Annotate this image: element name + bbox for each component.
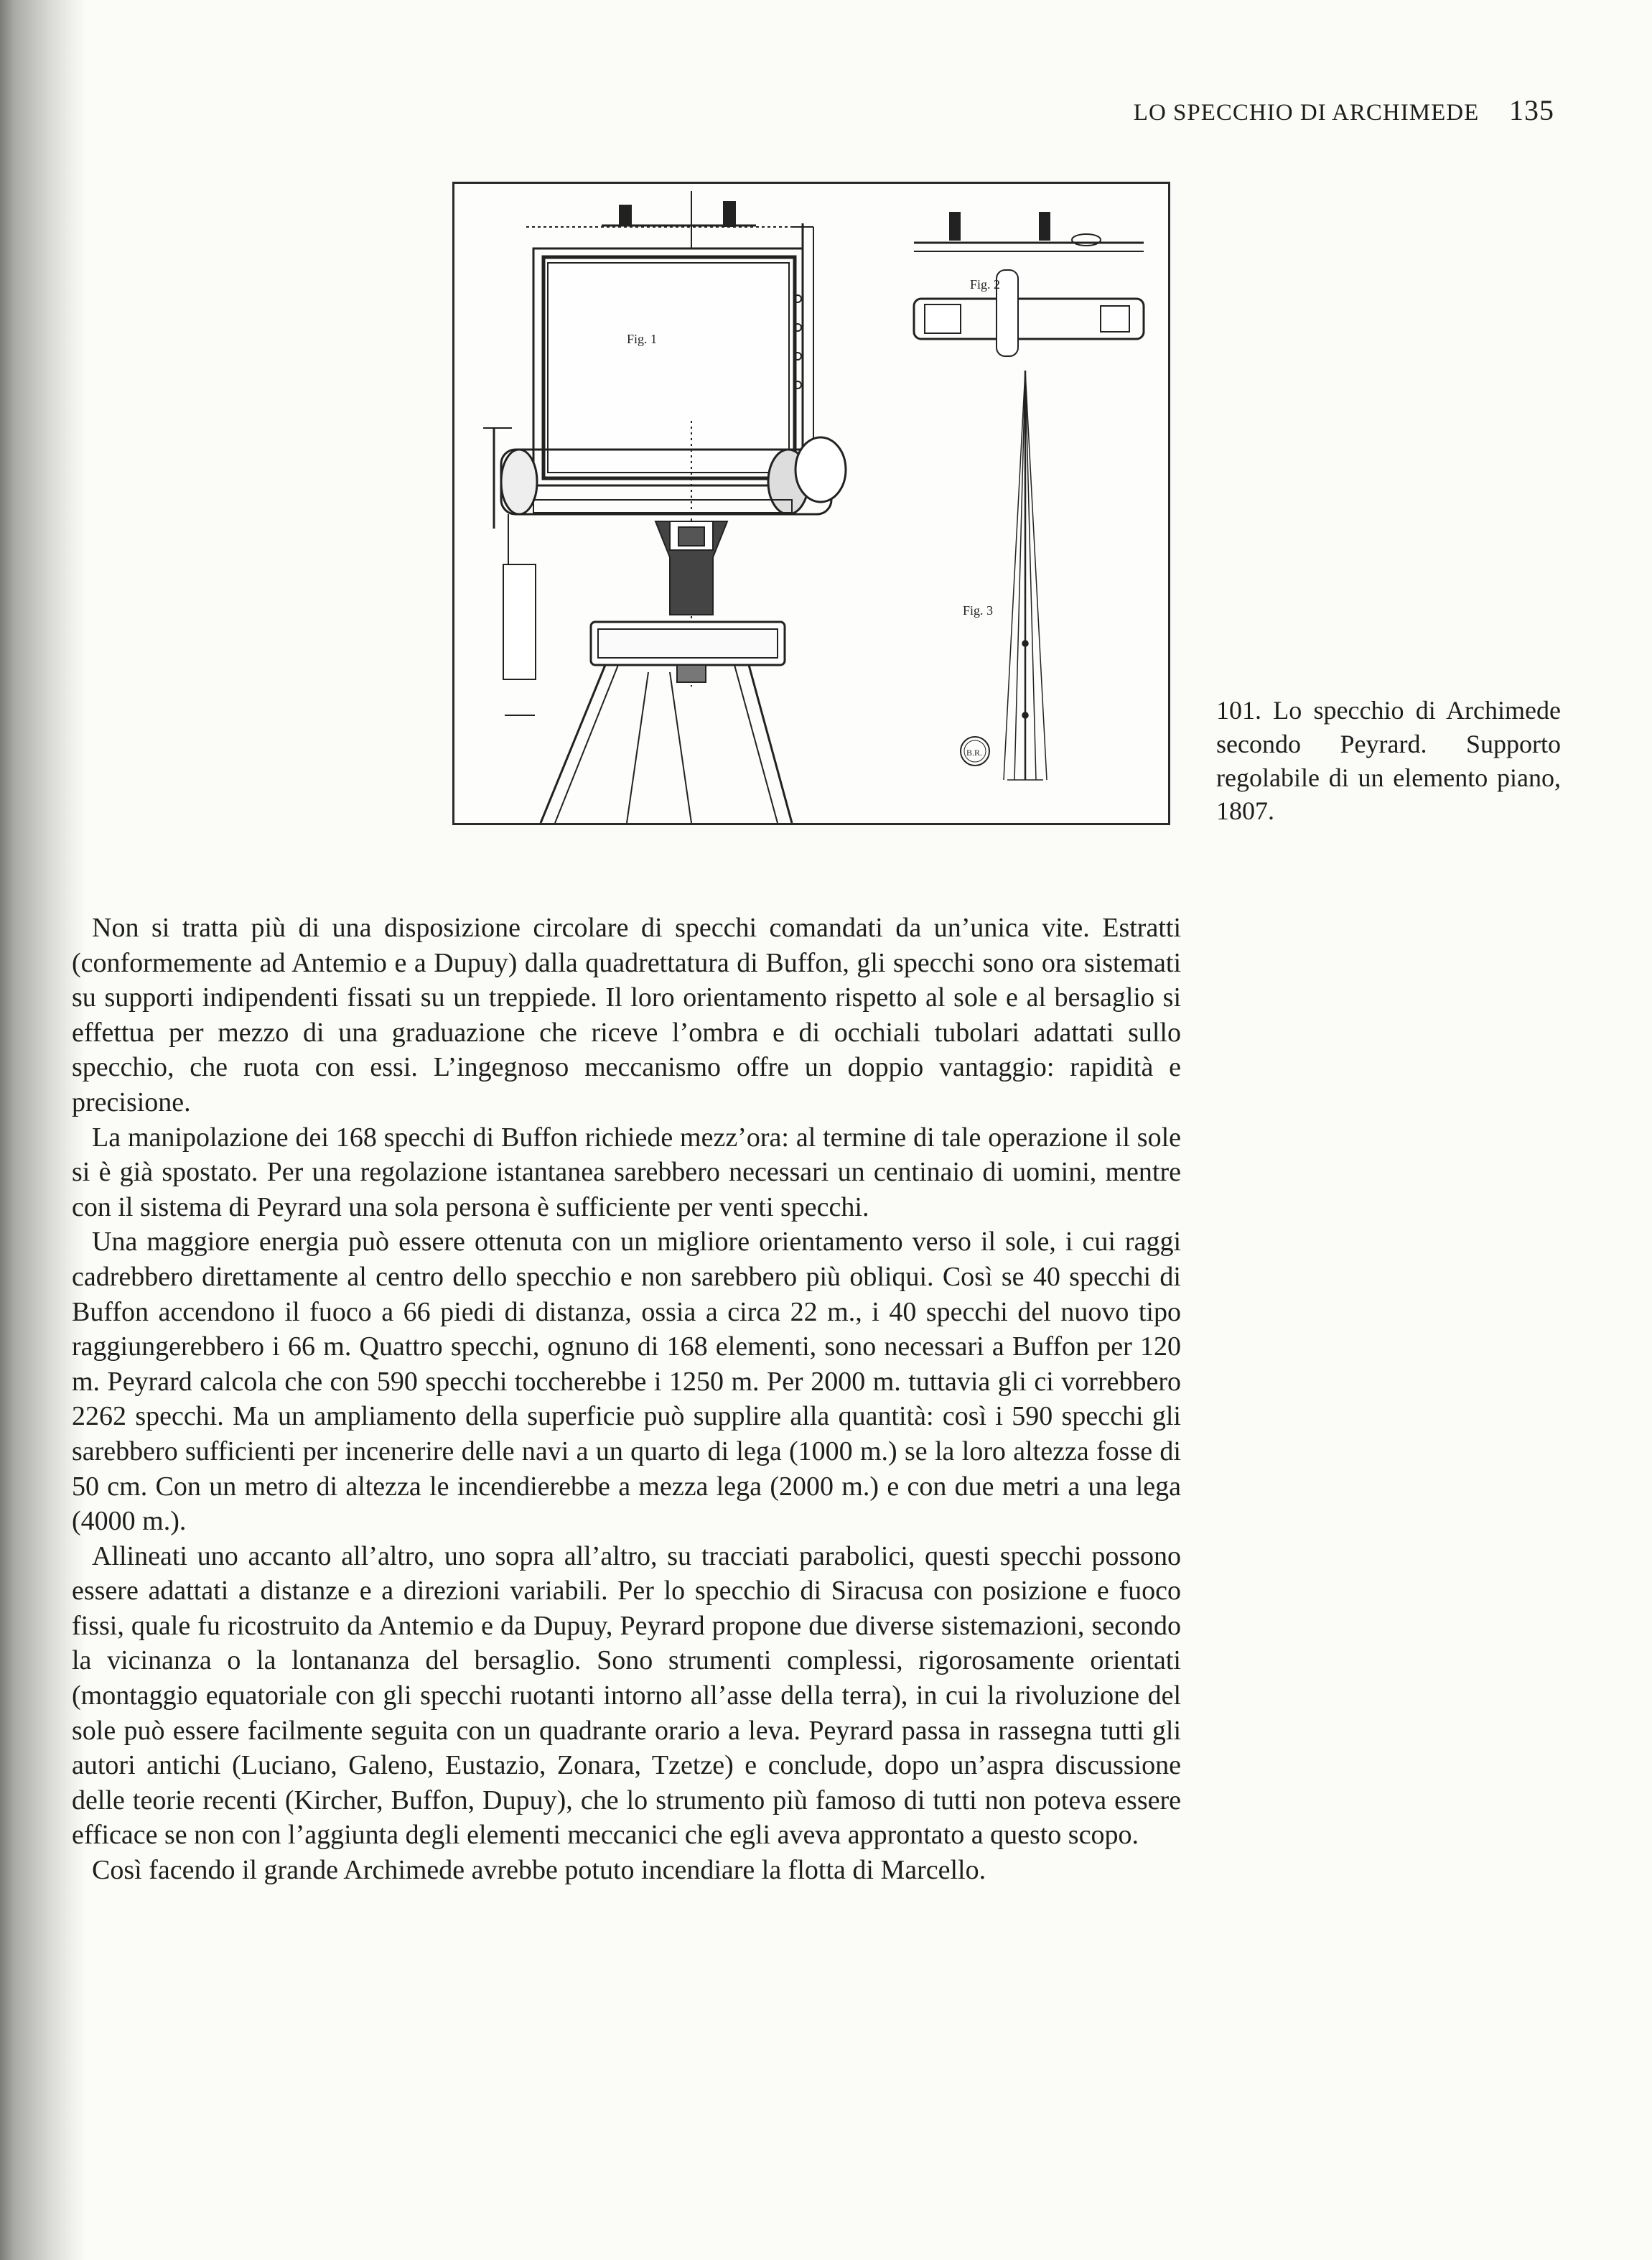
fig2-label: Fig. 2 [970, 277, 1001, 292]
figure-engraving [452, 182, 1170, 825]
engraving-drawing [454, 184, 1168, 823]
paragraph-1: Non si tratta più di una disposizione circolare di specchi comandati da un’unica vite. Estratti (conformemente ad Antemio e a Dupuy) dalla quadrettatura di Buffon, gli specchi sono ora sistemati su supporti indipendenti fissati su un treppiede. Il loro orientamento rispetto al sole e al bersaglio si effettua per mezzo di una graduazione che riceve l’ombra e di occhiali tubolari adattati sullo specchio, che ruota con essi. L’ingegnoso meccanismo offre un doppio vantaggio: rapidità e precisione. [72, 913, 1181, 1117]
paragraph-2: La manipolazione dei 168 specchi di Buffon richiede mezz’ora: al termine di tale operazione il sole si è già spostato. Per una regolazione istantanea sarebbero necessari un centinaio di uomini, mentre con il sistema di Peyrard una sola persona è sufficiente per venti specchi. [72, 1122, 1181, 1222]
paragraph-4: Allineati uno accanto all’altro, uno sopra all’altro, su tracciati parabolici, questi specchi possono essere adattati a distanze e a direzioni variabili. Per lo specchio di Siracusa con posizione e fuoco fissi, quale fu ricostruito da Antemio e da Dupuy, Peyrard propone due diverse sistemazioni, secondo la vicinanza o la lontananza del bersaglio. Sono strumenti complessi, rigorosamente orientati (montaggio equatoriale con gli specchi ruotanti intorno all’asse della terra), in cui la rivoluzione del sole può essere facilmente seguita con un quadrante orario a leva. Peyrard passa in rassegna tutti gli autori antichi (Luciano, Galeno, Eustazio, Zonara, Tzetze) e conclude, dopo un’aspra discussione delle teorie recenti (Kircher, Buffon, Dupuy), che lo strumento più famoso di tutti non poteva essere efficace se non con l’aggiunta degli elementi meccanici che egli aveva approntato a questo scopo. [72, 1540, 1181, 1851]
paragraph-3: Una maggiore energia può essere ottenuta con un migliore orientamento verso il sole, i cui raggi cadrebbero direttamente al centro dello specchio e non sarebbero più obliqui. Così se 40 specchi di Buffon accendono il fuoco a 66 piedi di distanza, ossia a circa 22 m., i 40 specchi del nuovo tipo raggiungerebbero i 66 m. Quattro specchi, ognuno di 168 elementi, sono necessari a Buffon per 120 m. Peyrard calcola che con 590 specchi toccherebbe i 1250 m. Per 2000 m. tuttavia gli ci vorrebbero 2262 specchi. Ma un ampliamento della superficie può supplire alla quantità: così i 590 specchi gli sarebbero sufficienti per incenerire delle navi a un quarto di lega (1000 m.) se la loro altezza fosse di 50 cm. Con un metro di altezza le incendierebbe a mezza lega (2000 m.) e con due metri a una lega (4000 m.). [72, 1227, 1181, 1537]
figure-caption: 101. Lo specchio di Archimede secondo Peyrard. Supporto regolabile di un elemento piano, 1807. [1216, 696, 1561, 826]
running-head [1019, 93, 1554, 127]
page-number: 135 [1509, 94, 1554, 126]
fig3-ray-diagram [1004, 371, 1047, 780]
paragraph-5: Così facendo il grande Archimede avrebbe potuto incendiare la flotta di Marcello. [92, 1855, 986, 1886]
stamp-text: B.R. [966, 748, 983, 758]
fig2-sight-detail [914, 213, 1144, 356]
fig3-label: Fig. 3 [963, 603, 994, 618]
body-text [72, 911, 1181, 1888]
running-title: LO SPECCHIO DI ARCHIMEDE [1133, 100, 1480, 126]
fig1-mirror-assembly [483, 191, 846, 823]
fig1-label: Fig. 1 [627, 332, 658, 346]
